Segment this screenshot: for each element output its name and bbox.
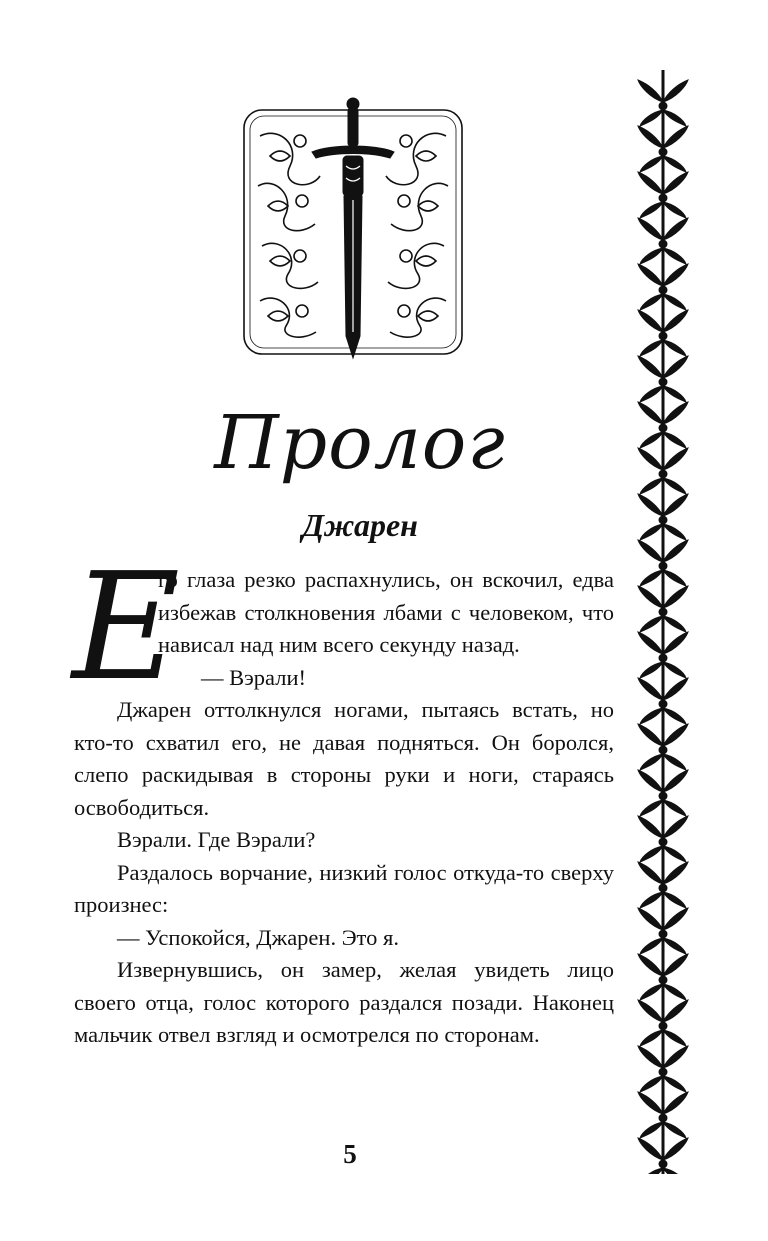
paragraph: Извернувшись, он замер, желая увидеть лицо своего отца, голос которого раздался позади. Наконец мальчик отвел взгляд и осмотрелся по сторонам. bbox=[74, 957, 614, 1047]
drop-cap: Е bbox=[72, 541, 181, 713]
chapter-title: Пролог bbox=[214, 400, 506, 486]
paragraph: Вэрали. Где Вэрали? bbox=[117, 827, 316, 852]
paragraph: — Вэрали! bbox=[201, 664, 306, 690]
paragraph: Джарен оттолкнулся ногами, пытаясь встать, но кто-то схватил его, не давая подняться. Он боролся, слепо раскидывая в стороны руки и ноги, стараясь освободиться. bbox=[74, 697, 614, 820]
paragraph-text: го глаза резко распахнулись, он вскочил, едва избежав столкновения лбами с человеком, что нависал над ним всего секунду назад. bbox=[158, 567, 614, 657]
paragraph: — Успокойся, Джарен. Это я. bbox=[117, 924, 399, 950]
sword-emblem-icon bbox=[240, 96, 466, 360]
page-number: 5 bbox=[343, 1139, 357, 1169]
floral-border-icon bbox=[632, 70, 694, 1174]
chapter-subtitle: Джарен bbox=[302, 507, 418, 543]
paragraph: Раздалось ворчание, низкий голос откуда-то сверху произнес: bbox=[74, 859, 614, 917]
chapter-body bbox=[72, 541, 614, 1052]
